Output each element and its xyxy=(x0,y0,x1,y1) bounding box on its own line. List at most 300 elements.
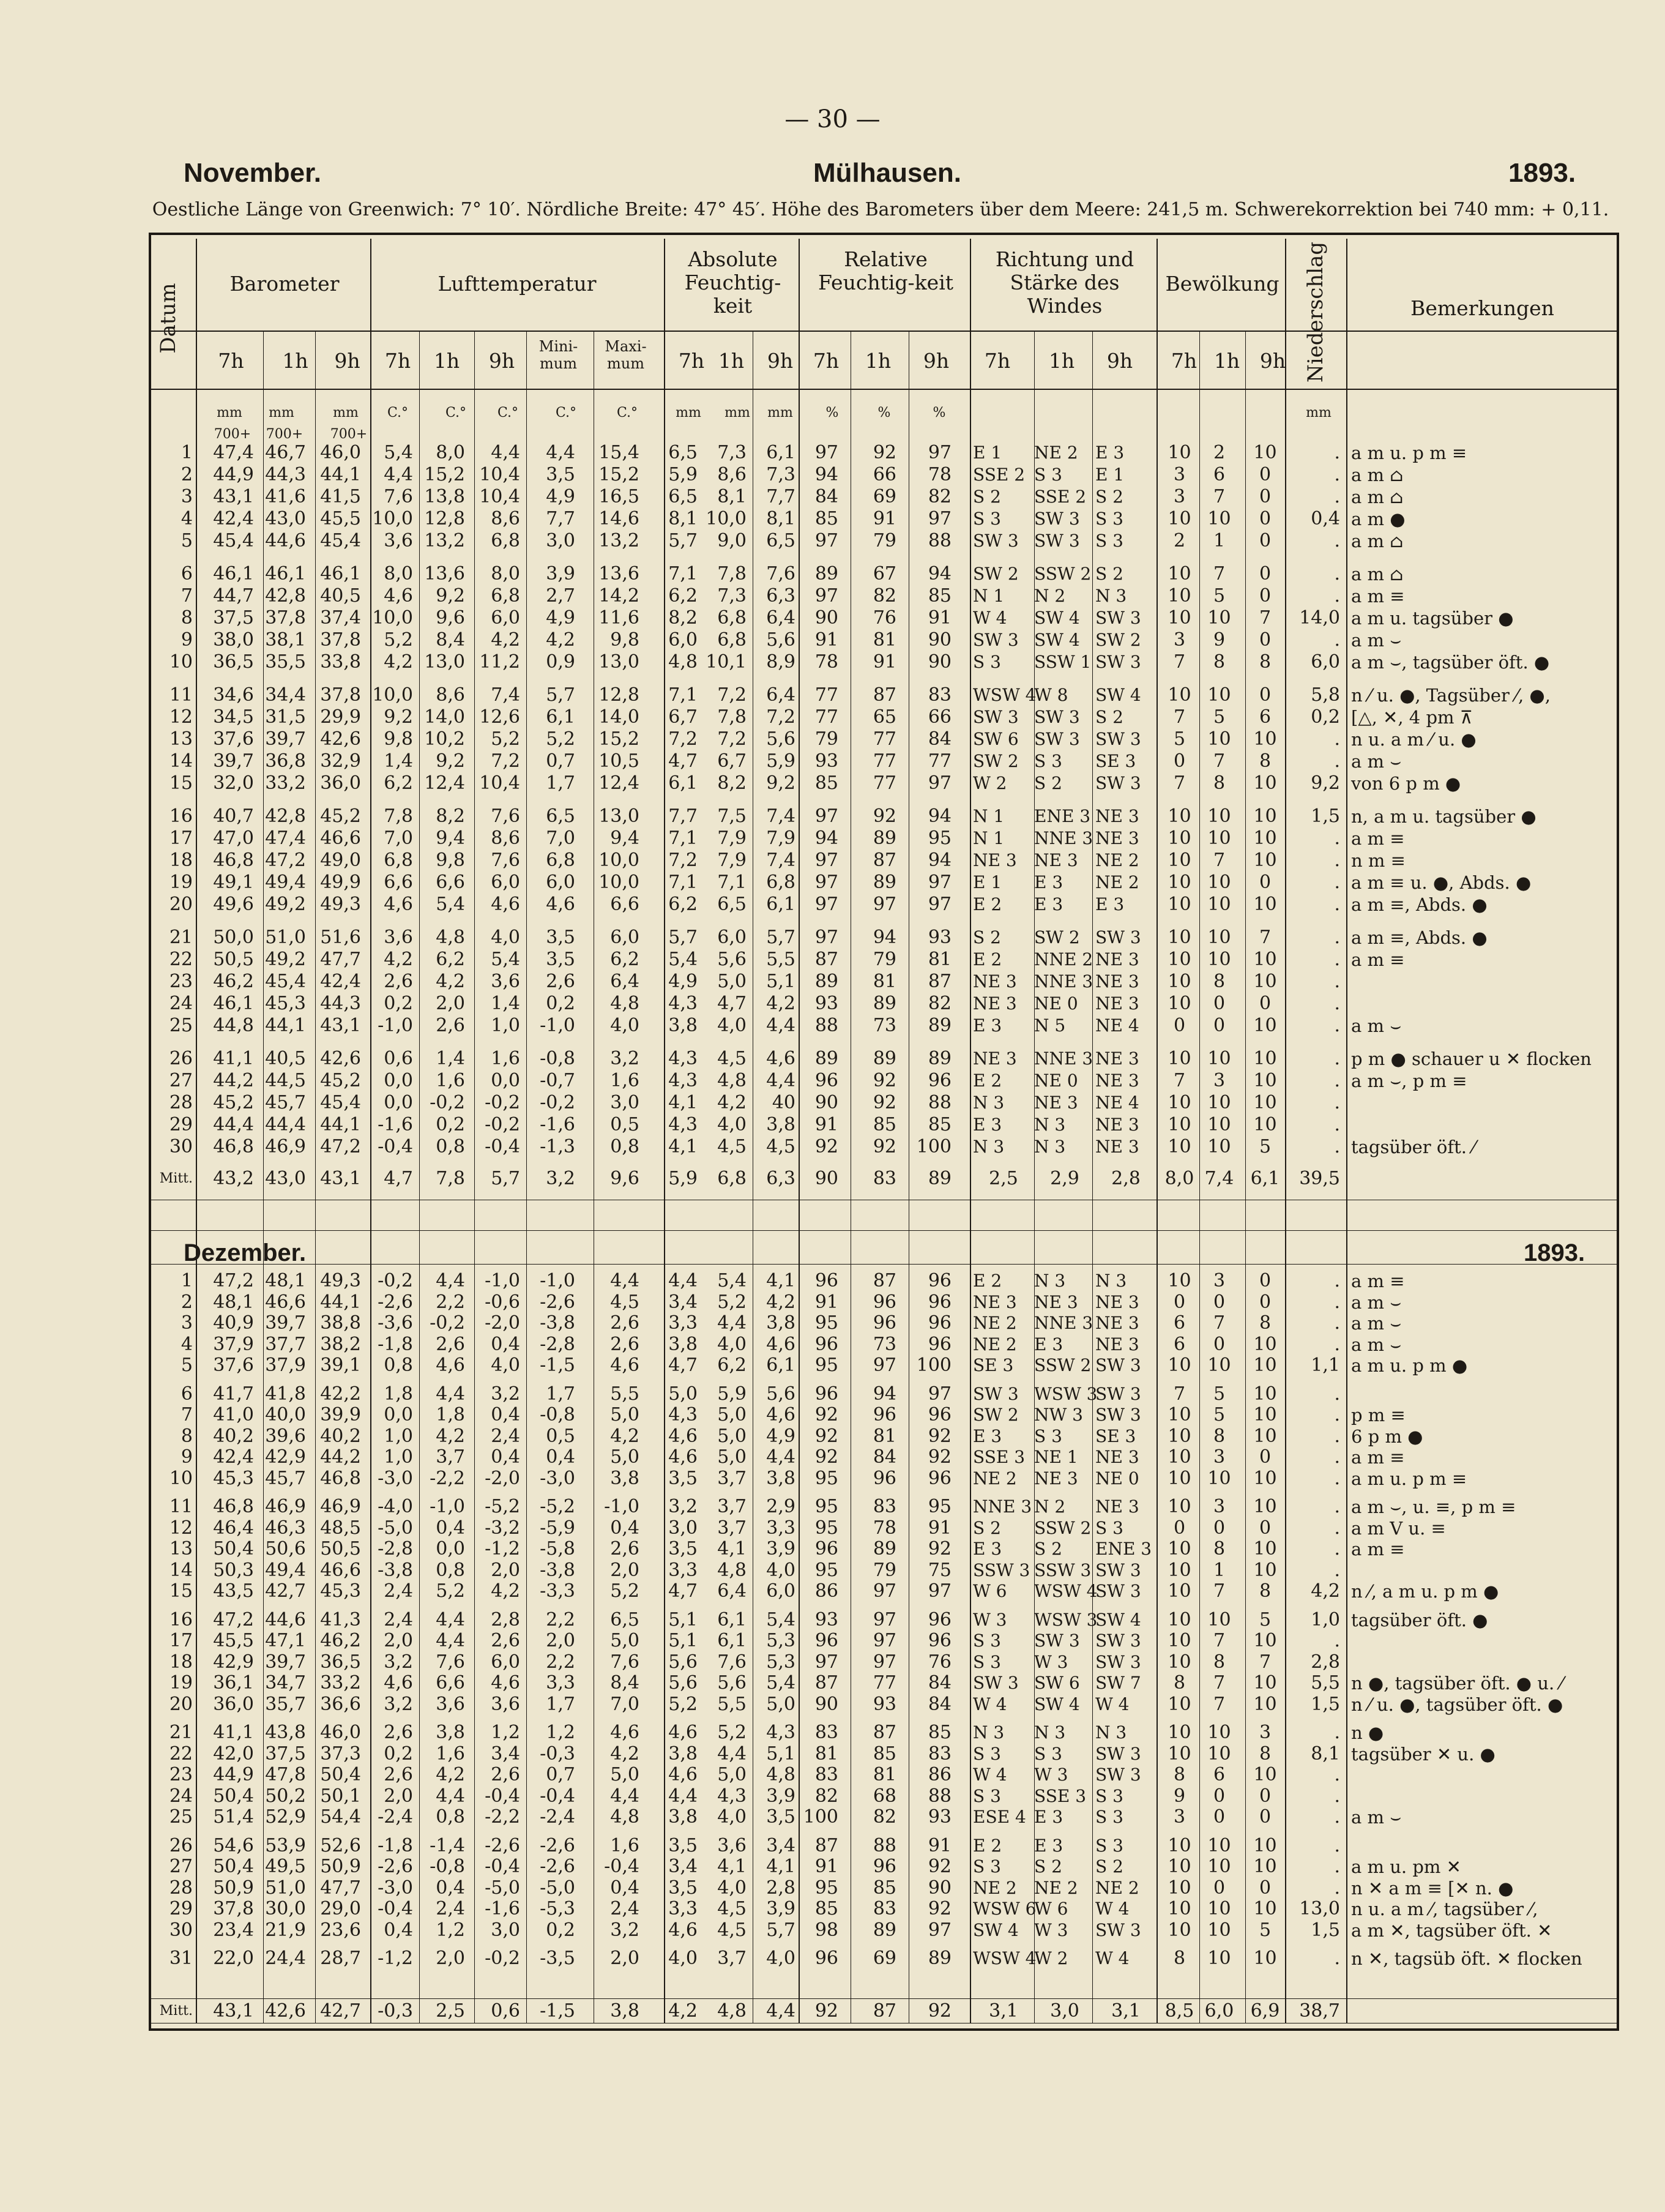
table-cell: 1,6 xyxy=(491,1048,520,1069)
table-cell: 0,4 xyxy=(610,1877,639,1899)
table-cell: 12,4 xyxy=(598,772,639,794)
barometer-base-label: 700+ xyxy=(330,427,368,442)
mean-cell: 3,1 xyxy=(989,2000,1018,2022)
table-cell: N 1 xyxy=(973,806,1005,826)
table-cell: 96 xyxy=(928,1333,952,1355)
table-cell: 4,6 xyxy=(384,1672,413,1694)
table-cell: 10 xyxy=(1168,872,1191,893)
table-row xyxy=(0,508,1466,530)
table-cell: 96 xyxy=(928,1404,952,1425)
table-cell: 3 xyxy=(1213,1070,1226,1091)
table-cell: 97 xyxy=(873,1580,896,1602)
table-cell: 97 xyxy=(814,1651,838,1673)
table-cell: 5,5 xyxy=(1311,1672,1340,1694)
table-cell: 1,6 xyxy=(610,1070,639,1091)
table-cell: 33,2 xyxy=(265,772,306,794)
table-cell: 6,2 xyxy=(610,949,639,970)
table-cell: 0,2 xyxy=(546,1919,575,1941)
remark-cell: a m ⌂ xyxy=(1351,487,1404,507)
table-cell: W 4 xyxy=(973,1765,1007,1785)
mean-cell: 9,6 xyxy=(610,1168,639,1189)
table-cell: 41,8 xyxy=(265,1383,306,1405)
table-cell: 17 xyxy=(169,1630,193,1651)
table-cell: 77 xyxy=(873,772,896,794)
table-cell: 83 xyxy=(873,1496,896,1517)
table-cell: 39,7 xyxy=(265,1651,306,1673)
table-cell: -0,4 xyxy=(540,1785,575,1807)
sub-header-h7: 7h xyxy=(678,349,705,373)
table-cell: 10 xyxy=(1168,1114,1191,1135)
table-cell: 45,7 xyxy=(265,1092,306,1113)
table-cell: 35,7 xyxy=(265,1693,306,1715)
table-cell: 10 xyxy=(1207,1898,1231,1919)
table-cell: 10 xyxy=(1207,728,1231,750)
table-cell: NE 2 xyxy=(973,1334,1017,1354)
table-cell: 0,7 xyxy=(546,1764,575,1785)
table-cell: NE 3 xyxy=(1095,1496,1139,1517)
table-cell: 20 xyxy=(169,894,193,915)
table-cell: 3,3 xyxy=(668,1559,698,1581)
table-cell: 36,1 xyxy=(213,1672,254,1694)
table-cell: -0,2 xyxy=(378,1270,413,1291)
table-cell: 3 xyxy=(181,486,193,507)
table-cell: 8,2 xyxy=(436,805,465,827)
table-cell: 6,2 xyxy=(384,772,413,794)
table-cell: 90 xyxy=(928,629,952,651)
table-cell: 0,2 xyxy=(436,1114,465,1135)
table-cell: 76 xyxy=(873,607,896,629)
table-cell: 3 xyxy=(1173,1806,1186,1828)
table-cell: 10 xyxy=(1207,805,1231,827)
table-cell: 2,8 xyxy=(766,1877,795,1899)
table-cell: 1,0 xyxy=(491,1015,520,1036)
table-cell: 4,8 xyxy=(610,1806,639,1828)
remark-cell: n ⁄, a m u. p m ● xyxy=(1351,1581,1499,1602)
table-cell: N 3 xyxy=(1034,1137,1066,1157)
table-cell: 94 xyxy=(814,464,838,485)
table-cell: 36,0 xyxy=(213,1693,254,1715)
table-cell: . xyxy=(1334,894,1340,915)
table-cell: 3 xyxy=(1173,486,1186,507)
table-cell: 10 xyxy=(1253,1092,1277,1113)
table-cell: 81 xyxy=(814,1743,838,1765)
table-cell: 19 xyxy=(169,1672,193,1694)
table-cell: 7 xyxy=(1259,607,1272,629)
table-cell: 7,1 xyxy=(668,872,698,893)
table-cell: -1,2 xyxy=(378,1948,413,1969)
table-cell: 88 xyxy=(873,1834,896,1856)
table-cell: 10 xyxy=(1168,1136,1191,1157)
table-cell: 0 xyxy=(1259,1785,1272,1807)
table-cell: 83 xyxy=(814,1764,838,1785)
table-cell: 4,2 xyxy=(384,949,413,970)
table-cell: 8,6 xyxy=(491,828,520,849)
table-cell: W 3 xyxy=(1034,1651,1068,1672)
table-cell: 5,5 xyxy=(766,949,795,970)
table-cell: 44,5 xyxy=(265,1070,306,1091)
table-cell: 10 xyxy=(1253,971,1277,992)
table-cell: E 2 xyxy=(973,894,1002,914)
table-cell: . xyxy=(1334,1764,1340,1785)
table-cell: 5,7 xyxy=(766,927,795,948)
table-cell: 95 xyxy=(814,1877,838,1899)
table-cell: 7,8 xyxy=(717,563,747,585)
table-cell: N 3 xyxy=(1095,586,1127,606)
table-cell: SW 3 xyxy=(1095,1560,1141,1580)
mean-cell: 7,4 xyxy=(1204,1168,1234,1189)
table-cell: 84 xyxy=(814,486,838,507)
table-cell: 10 xyxy=(1253,1333,1277,1355)
table-cell: 47,7 xyxy=(320,949,361,970)
table-cell: . xyxy=(1334,1630,1340,1651)
table-cell: 51,6 xyxy=(320,927,361,948)
table-cell: W 2 xyxy=(1034,1948,1068,1968)
table-cell: 18 xyxy=(169,850,193,871)
table-cell: 11,6 xyxy=(598,607,639,629)
table-cell: 40,5 xyxy=(320,585,361,607)
table-cell: 2,4 xyxy=(384,1609,413,1631)
unit-label: C.° xyxy=(555,405,577,420)
table-cell: NE 2 xyxy=(1034,443,1078,463)
table-cell: 35,5 xyxy=(265,651,306,673)
table-cell: 92 xyxy=(814,1404,838,1425)
table-cell: 82 xyxy=(928,486,952,507)
remark-cell: n ● xyxy=(1351,1722,1384,1743)
table-cell: 82 xyxy=(814,1785,838,1807)
table-cell: 6,2 xyxy=(717,1354,747,1376)
table-row xyxy=(0,1630,1466,1652)
table-cell: 7,4 xyxy=(766,805,795,827)
table-cell: 8 xyxy=(1259,1743,1272,1765)
table-cell: 5,4 xyxy=(668,949,698,970)
table-cell: N 3 xyxy=(1095,1271,1127,1291)
table-cell: 8 xyxy=(1213,1651,1226,1673)
table-cell: E 3 xyxy=(973,1015,1002,1036)
table-cell: 4,6 xyxy=(546,894,575,915)
table-cell: 10 xyxy=(1168,1743,1191,1765)
table-cell: 44,1 xyxy=(320,1291,361,1313)
table-cell: 89 xyxy=(873,993,896,1014)
table-cell: 5,2 xyxy=(546,728,575,750)
mean-cell: 43,1 xyxy=(320,1168,361,1189)
table-cell: 5,2 xyxy=(491,728,520,750)
table-cell: 7,6 xyxy=(491,850,520,871)
table-cell: SW 3 xyxy=(1034,531,1080,551)
table-cell: 4,0 xyxy=(491,927,520,948)
table-cell: 3,6 xyxy=(491,971,520,992)
unit-label: C.° xyxy=(387,405,409,420)
table-cell: . xyxy=(1334,828,1340,849)
table-cell: 22 xyxy=(169,949,193,970)
table-cell: 77 xyxy=(814,706,838,728)
mean-cell: 89 xyxy=(928,1168,952,1189)
table-cell: 1,8 xyxy=(436,1404,465,1425)
table-cell: 1,0 xyxy=(384,1446,413,1468)
table-cell: 10 xyxy=(1253,1559,1277,1581)
table-cell: 39,7 xyxy=(265,728,306,750)
table-cell: 7 xyxy=(1213,1672,1226,1694)
table-cell: 5,7 xyxy=(766,1919,795,1941)
unit-label: mm xyxy=(724,405,750,420)
section-rule xyxy=(151,1230,1617,1231)
table-cell: 47,4 xyxy=(265,828,306,849)
table-cell: 97 xyxy=(873,894,896,915)
table-cell: S 2 xyxy=(1095,1856,1123,1877)
table-cell: 10 xyxy=(169,651,193,673)
table-cell: 1,5 xyxy=(1311,805,1340,827)
table-cell: -3,6 xyxy=(378,1312,413,1334)
table-cell: 0 xyxy=(1259,993,1272,1014)
table-cell: 6 xyxy=(1213,464,1226,485)
table-cell: 1,2 xyxy=(491,1722,520,1743)
table-cell: SW 3 xyxy=(1095,1383,1141,1404)
table-cell: 10 xyxy=(1253,772,1277,794)
table-cell: 81 xyxy=(928,949,952,970)
table-cell: 6,5 xyxy=(668,442,698,463)
table-cell: 2,6 xyxy=(546,971,575,992)
table-cell: 50,9 xyxy=(213,1877,254,1899)
table-cell: 10 xyxy=(1168,850,1191,871)
table-cell: 5 xyxy=(181,530,193,551)
table-cell: 85 xyxy=(873,1114,896,1135)
table-cell: 0,2 xyxy=(1311,706,1340,728)
table-cell: 90 xyxy=(928,651,952,673)
table-cell: S 3 xyxy=(1034,465,1062,485)
barometer-base-label: 700+ xyxy=(214,427,251,442)
remark-cell: a m ≡ xyxy=(1351,1539,1405,1560)
table-cell: 85 xyxy=(928,1114,952,1135)
table-cell: NE 3 xyxy=(1095,806,1139,826)
table-cell: 3,4 xyxy=(491,1743,520,1765)
table-cell: SW 3 xyxy=(1034,509,1080,529)
table-cell: 2,6 xyxy=(436,1015,465,1036)
table-cell: 24 xyxy=(169,1785,193,1807)
table-cell: 84 xyxy=(928,1693,952,1715)
table-cell: NE 3 xyxy=(973,971,1017,992)
table-cell: 4,5 xyxy=(717,1919,747,1941)
table-cell: 9,2 xyxy=(1311,772,1340,794)
table-cell: SW 3 xyxy=(973,531,1019,551)
table-cell: 8 xyxy=(1213,1538,1226,1560)
remark-cell: von 6 p m ● xyxy=(1351,773,1461,794)
table-cell: 10 xyxy=(1253,1404,1277,1425)
remark-cell: a m u. p m ● xyxy=(1351,1355,1468,1376)
table-cell: 85 xyxy=(928,1722,952,1743)
table-cell: 91 xyxy=(928,1834,952,1856)
table-cell: 96 xyxy=(928,1609,952,1631)
table-cell: -3,8 xyxy=(378,1559,413,1581)
table-cell: 12 xyxy=(169,706,193,728)
table-cell: 3,3 xyxy=(668,1312,698,1334)
table-cell: 5,1 xyxy=(668,1630,698,1651)
table-cell: 4,6 xyxy=(384,894,413,915)
table-cell: 7,8 xyxy=(717,706,747,728)
remark-cell: tagsüber ✕ u. ● xyxy=(1351,1743,1496,1765)
table-cell: 4,4 xyxy=(436,1609,465,1631)
table-cell: 7,1 xyxy=(668,563,698,585)
table-cell: 5,0 xyxy=(717,1404,747,1425)
table-cell: 36,5 xyxy=(213,651,254,673)
remark-cell: a m ≡ u. ●, Abds. ● xyxy=(1351,872,1532,893)
table-cell: 5,4 xyxy=(436,894,465,915)
table-cell: 3,5 xyxy=(546,949,575,970)
table-cell: 4,0 xyxy=(717,1114,747,1135)
table-cell: -2,2 xyxy=(485,1806,520,1828)
table-cell: 90 xyxy=(814,1092,838,1113)
table-row xyxy=(0,1425,1466,1448)
table-cell: 10 xyxy=(1253,1672,1277,1694)
table-cell: 6,8 xyxy=(491,530,520,551)
table-cell: 10,0 xyxy=(598,872,639,893)
table-cell: 4,4 xyxy=(436,1785,465,1807)
table-cell: 8,2 xyxy=(717,772,747,794)
table-cell: 4,4 xyxy=(766,1446,795,1468)
table-cell: N 3 xyxy=(973,1722,1005,1743)
table-cell: 0 xyxy=(1173,750,1186,772)
table-cell: 3,0 xyxy=(668,1517,698,1539)
table-row xyxy=(0,1560,1466,1582)
remark-cell: a m ≡ xyxy=(1351,949,1405,970)
table-cell: 50,4 xyxy=(213,1856,254,1877)
table-cell: 7,2 xyxy=(668,728,698,750)
table-cell: 1,2 xyxy=(436,1919,465,1941)
table-cell: 4,4 xyxy=(717,1312,747,1334)
table-cell: 67 xyxy=(873,563,896,585)
remark-cell: n m ≡ xyxy=(1351,850,1406,871)
table-cell: W 3 xyxy=(1034,1919,1068,1940)
table-cell: 3,8 xyxy=(766,1312,795,1334)
table-cell: 49,5 xyxy=(265,1856,306,1877)
table-cell: 89 xyxy=(814,1048,838,1069)
table-cell: 4,0 xyxy=(717,1333,747,1355)
table-cell: 44,1 xyxy=(320,464,361,485)
table-cell: 3 xyxy=(1173,629,1186,651)
table-cell: . xyxy=(1334,1070,1340,1091)
mean-cell: 4,8 xyxy=(717,2000,747,2022)
table-cell: 38,8 xyxy=(320,1312,361,1334)
table-row xyxy=(0,1048,1592,1070)
table-cell: 7,1 xyxy=(668,828,698,849)
table-cell: 10 xyxy=(1253,1114,1277,1135)
table-cell: 28 xyxy=(169,1092,193,1113)
table-cell: . xyxy=(1334,1312,1340,1334)
table-cell: 4,6 xyxy=(766,1333,795,1355)
table-cell: 37,3 xyxy=(320,1743,361,1765)
table-cell: 1,6 xyxy=(436,1743,465,1765)
table-cell: 66 xyxy=(928,706,952,728)
table-cell: 7,3 xyxy=(717,585,747,607)
table-cell: NNE 3 xyxy=(1034,1313,1093,1333)
table-cell: 4,1 xyxy=(766,1856,795,1877)
table-cell: 42,4 xyxy=(213,1446,254,1468)
table-cell: 6,8 xyxy=(717,629,747,651)
table-cell: 0 xyxy=(1173,1291,1186,1313)
table-cell: . xyxy=(1334,750,1340,772)
year-title-nov: 1893. xyxy=(1508,158,1576,188)
table-cell: 49,3 xyxy=(320,1270,361,1291)
mean-cell: 83 xyxy=(873,1168,896,1189)
table-cell: 8 xyxy=(1213,772,1226,794)
table-cell: 7,2 xyxy=(717,684,747,706)
table-cell: 6,1 xyxy=(766,1354,795,1376)
table-cell: 4,2 xyxy=(491,1580,520,1602)
table-cell: 77 xyxy=(873,728,896,750)
table-cell: 8,1 xyxy=(717,486,747,507)
remark-cell: a m ⌣ xyxy=(1351,1015,1402,1036)
table-cell: 95 xyxy=(814,1517,838,1539)
table-cell: 7 xyxy=(1173,1383,1186,1405)
barometer-base-label: 700+ xyxy=(266,427,304,442)
table-cell: SW 6 xyxy=(1034,1673,1080,1693)
table-cell: E 2 xyxy=(973,1071,1002,1091)
table-row xyxy=(0,850,1466,872)
table-cell: 83 xyxy=(928,684,952,706)
table-cell: 10 xyxy=(1168,1496,1191,1517)
table-cell: 5,7 xyxy=(668,927,698,948)
table-cell: 11 xyxy=(169,1496,193,1517)
table-cell: 4,8 xyxy=(717,1559,747,1581)
table-cell: E 3 xyxy=(1034,1807,1063,1827)
table-cell: 5,6 xyxy=(668,1672,698,1694)
table-cell: . xyxy=(1334,1092,1340,1113)
table-row xyxy=(0,1270,1466,1292)
mean-cell: 6,8 xyxy=(717,1168,747,1189)
table-cell: 5,2 xyxy=(717,1291,747,1313)
mean-row-nov xyxy=(0,1168,1466,1190)
table-cell: 8,6 xyxy=(491,508,520,529)
table-cell: S 2 xyxy=(1034,773,1062,793)
table-cell: 94 xyxy=(873,927,896,948)
mean-cell: 4,7 xyxy=(384,1168,413,1189)
mean-cell: 87 xyxy=(873,2000,896,2022)
table-cell: W 6 xyxy=(973,1581,1007,1601)
table-cell: 49,3 xyxy=(320,894,361,915)
table-cell: 6,0 xyxy=(491,1651,520,1673)
table-cell: -0,4 xyxy=(485,1136,520,1157)
table-cell: 10 xyxy=(1253,728,1277,750)
section-rule xyxy=(151,1264,1617,1265)
table-cell: 8,0 xyxy=(491,563,520,585)
table-cell: 10 xyxy=(1207,1114,1231,1135)
table-cell: 0 xyxy=(1259,1877,1272,1899)
table-cell: 10,4 xyxy=(479,772,520,794)
table-cell: 3,8 xyxy=(766,1467,795,1489)
table-cell: 10 xyxy=(1253,1015,1277,1036)
table-cell: 92 xyxy=(873,1070,896,1091)
table-cell: ESE 4 xyxy=(973,1807,1026,1827)
table-cell: 41,3 xyxy=(320,1609,361,1631)
remark-cell: a m ≡ xyxy=(1351,1271,1405,1291)
table-cell: WSW 4 xyxy=(1034,1581,1098,1601)
table-cell: 10,0 xyxy=(372,607,413,629)
table-cell: 46,4 xyxy=(213,1517,254,1539)
table-cell: -0,4 xyxy=(604,1856,639,1877)
table-cell: . xyxy=(1334,1291,1340,1313)
table-cell: 1,5 xyxy=(1311,1693,1340,1715)
table-cell: 4,5 xyxy=(717,1898,747,1919)
table-cell: -0,7 xyxy=(540,1070,575,1091)
table-cell: -0,2 xyxy=(485,1114,520,1135)
table-row xyxy=(0,1334,1466,1356)
table-cell: 48,1 xyxy=(213,1291,254,1313)
table-cell: 10 xyxy=(1168,1651,1191,1673)
table-cell: 10,4 xyxy=(479,486,520,507)
table-cell: SW 3 xyxy=(1095,1919,1141,1940)
table-cell: E 2 xyxy=(973,1835,1002,1856)
table-cell: 10 xyxy=(1168,1919,1191,1941)
table-cell: 96 xyxy=(928,1467,952,1489)
header-rule xyxy=(151,331,1617,332)
